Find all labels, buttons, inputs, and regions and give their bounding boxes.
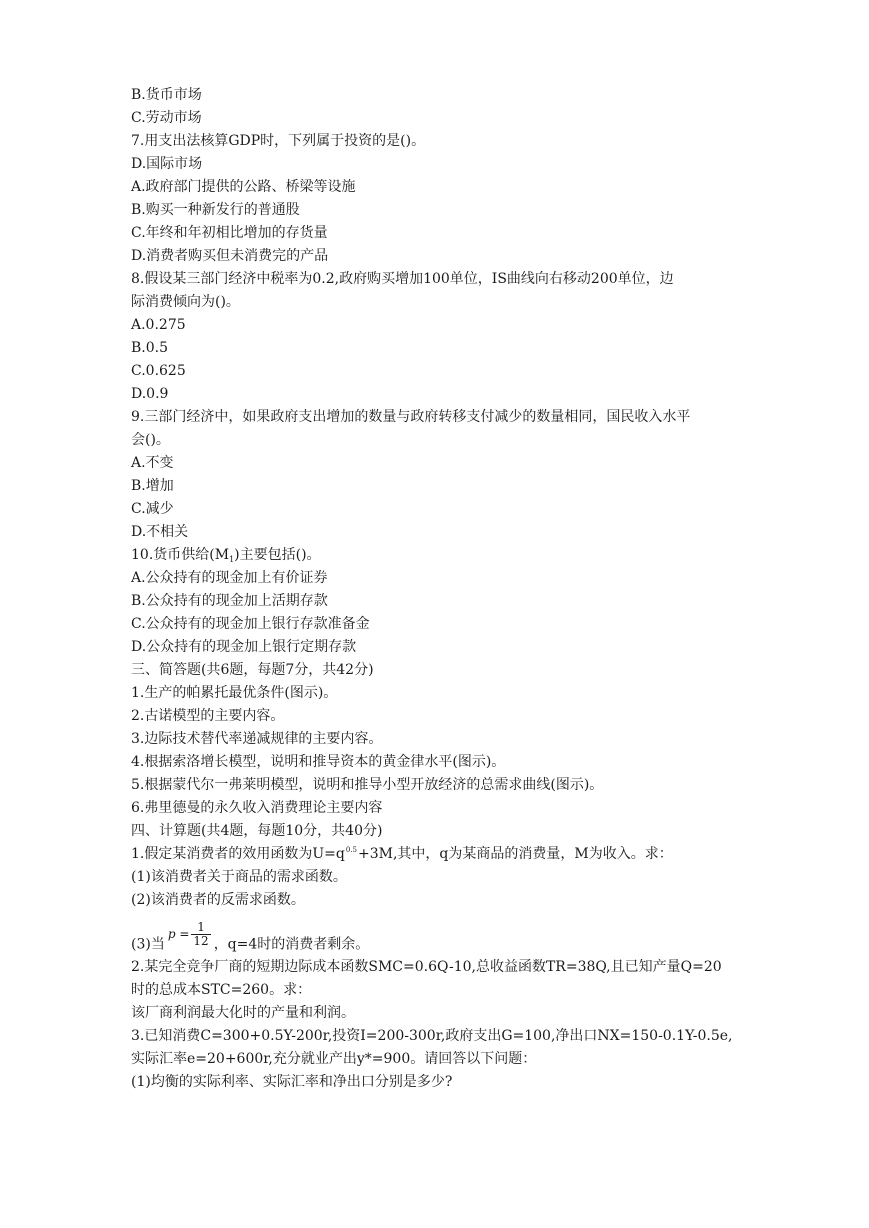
section4-title: 四、计算题(共4题，每题10分，共40分) (131, 823, 383, 839)
q9-stem-line1: 9.三部门经济中，如果政府支出增加的数量与政府转移支付减少的数量相同，国民收入水平 (131, 409, 691, 425)
calc2-line1: 2.某完全竞争厂商的短期边际成本函数SMC=0.6Q-10,总收益函数TR=38Q,且已知产量Q=20 (131, 959, 722, 975)
q8-stem-line2: 际消费倾向为()。 (131, 294, 240, 310)
calc1-stem (131, 844, 673, 864)
q9-stem-line2: 会()。 (131, 432, 170, 448)
q9-option-a: A.不变 (131, 455, 174, 471)
section3-item-3: 3.边际技术替代率递减规律的主要内容。 (131, 731, 383, 747)
q10-stem-pre: 10.货币供给(M (131, 547, 230, 563)
q7-option-a: A.政府部门提供的公路、桥梁等设施 (131, 179, 356, 195)
section3-item-1: 1.生产的帕累托最优条件(图示)。 (131, 685, 338, 701)
q8-stem-line1: 8.假设某三部门经济中税率为0.2,政府购买增加100单位，IS曲线向右移动200单位，边 (131, 271, 674, 287)
section3-title: 三、简答题(共6题，每题7分，共42分) (131, 662, 374, 678)
option-b-market: B.货币市场 (131, 87, 202, 103)
calc2-line3: 该厂商利润最大化时的产量和利润。 (131, 1005, 355, 1021)
calc1-sub1: (1)该消费者关于商品的需求函数。 (131, 869, 347, 885)
q10-option-d: D.公众持有的现金加上银行定期存款 (131, 639, 357, 655)
calc1-stem-post: +3M,其中，q为某商品的消费量，M为收入。求： (358, 846, 673, 862)
q7-option-d: D.消费者购买但未消费完的产品 (131, 248, 329, 264)
calc1-sub2: (2)该消费者的反需求函数。 (131, 892, 305, 908)
q10-stem-sub: 1 (229, 555, 235, 564)
price-fraction (168, 921, 211, 948)
q7-option-b: B.购买一种新发行的普通股 (131, 202, 300, 218)
q7-stem: 7.用支出法核算GDP时，下列属于投资的是()。 (131, 133, 426, 149)
calc1-exponent: 0.5 (345, 846, 357, 854)
section3-item-2: 2.古诺模型的主要内容。 (131, 708, 285, 724)
calc3-line3: (1)均衡的实际利率、实际汇率和净出口分别是多少? (131, 1074, 453, 1090)
calc3-line1: 3.已知消费C=300+0.5Y-200r,投资I=200-300r,政府支出G=100,净出口NX=150-0.1Y-0.5e, (131, 1028, 733, 1044)
q10-option-b: B.公众持有的现金加上活期存款 (131, 593, 328, 609)
q9-option-b: B.增加 (131, 478, 174, 494)
calc1-stem-pre: 1.假定某消费者的效用函数为U=q (131, 846, 345, 862)
q8-option-a: A.0.275 (131, 317, 186, 333)
calc2-line2: 时的总成本STC=260。求： (131, 982, 312, 998)
q9-option-d: D.不相关 (131, 524, 189, 540)
calc1-sub3 (131, 920, 370, 953)
fraction-numerator: 1 (197, 920, 205, 934)
option-c-labor-market: C.劳动市场 (131, 110, 202, 126)
q10-stem (131, 545, 321, 565)
q8-option-c: C.0.625 (131, 363, 186, 379)
calc3-line2: 实际汇率e=20+600r,充分就业产出y*=900。请回答以下问题： (131, 1051, 537, 1067)
q9-option-c: C.减少 (131, 501, 174, 517)
q7-option-c: C.年终和年初相比增加的存货量 (131, 225, 328, 241)
calc1-sub3-post: ，q=4时的消费者剩余。 (213, 936, 370, 953)
fraction-denominator: 12 (193, 934, 209, 948)
q10-option-a: A.公众持有的现金加上有价证券 (131, 570, 328, 586)
q10-stem-post: )主要包括()。 (234, 547, 321, 563)
q8-option-b: B.0.5 (131, 340, 169, 356)
q10-option-c: C.公众持有的现金加上银行存款准备金 (131, 616, 370, 632)
calc1-sub3-pre: (3)当 (131, 936, 165, 953)
section3-item-4: 4.根据索洛增长模型，说明和推导资本的黄金律水平(图示)。 (131, 754, 506, 770)
section3-item-5: 5.根据蒙代尔一弗莱明模型，说明和推导小型开放经济的总需求曲线(图示)。 (131, 777, 604, 793)
price-variable: p = (167, 927, 190, 941)
option-d-international-market: D.国际市场 (131, 156, 203, 172)
q8-option-d: D.0.9 (131, 386, 169, 402)
section3-item-6: 6.弗里德曼的永久收入消费理论主要内容 (131, 800, 383, 816)
